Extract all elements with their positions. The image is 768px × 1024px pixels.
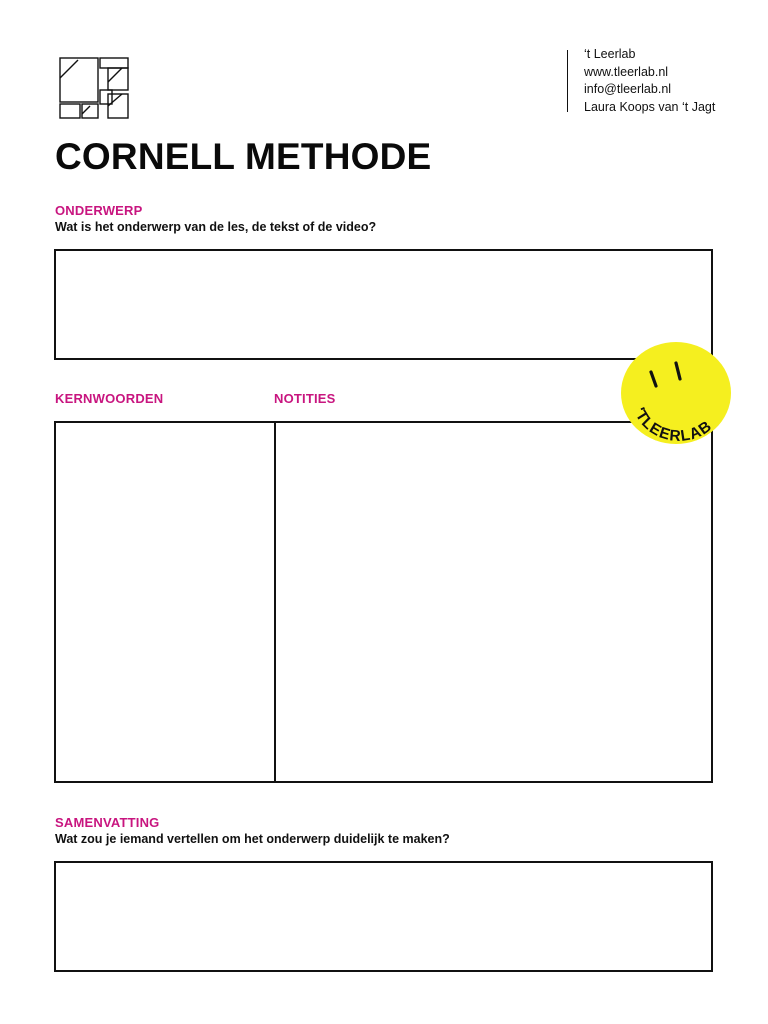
samenvatting-field[interactable] — [54, 861, 713, 972]
samenvatting-question: Wat zou je iemand vertellen om het onderwerp duidelijk te maken? — [55, 832, 450, 846]
kernwoorden-label: KERNWOORDEN — [55, 391, 164, 406]
onderwerp-question: Wat is het onderwerp van de les, de tekst of de video? — [55, 220, 377, 234]
contact-email: info@tleerlab.nl — [584, 82, 672, 96]
kernwoorden-field[interactable] — [54, 421, 276, 783]
page-title: CORNELL METHODE — [55, 136, 432, 177]
contact-divider — [567, 50, 568, 112]
onderwerp-label: ONDERWERP — [55, 203, 143, 218]
contact-name: ‘t Leerlab — [584, 47, 636, 61]
contact-website: www.tleerlab.nl — [584, 64, 669, 79]
tleerlab-smiley-sticker — [620, 340, 732, 446]
notities-label: NOTITIES — [274, 391, 336, 406]
contact-block — [584, 46, 715, 116]
contact-author: Laura Koops van ‘t Jagt — [584, 99, 716, 114]
onderwerp-field[interactable] — [54, 249, 713, 360]
notities-field[interactable] — [276, 423, 711, 781]
samenvatting-label: SAMENVATTING — [55, 815, 160, 830]
sticker-text: 'TLEERLAB — [630, 405, 716, 446]
leerlab-logo-icon — [56, 56, 130, 120]
